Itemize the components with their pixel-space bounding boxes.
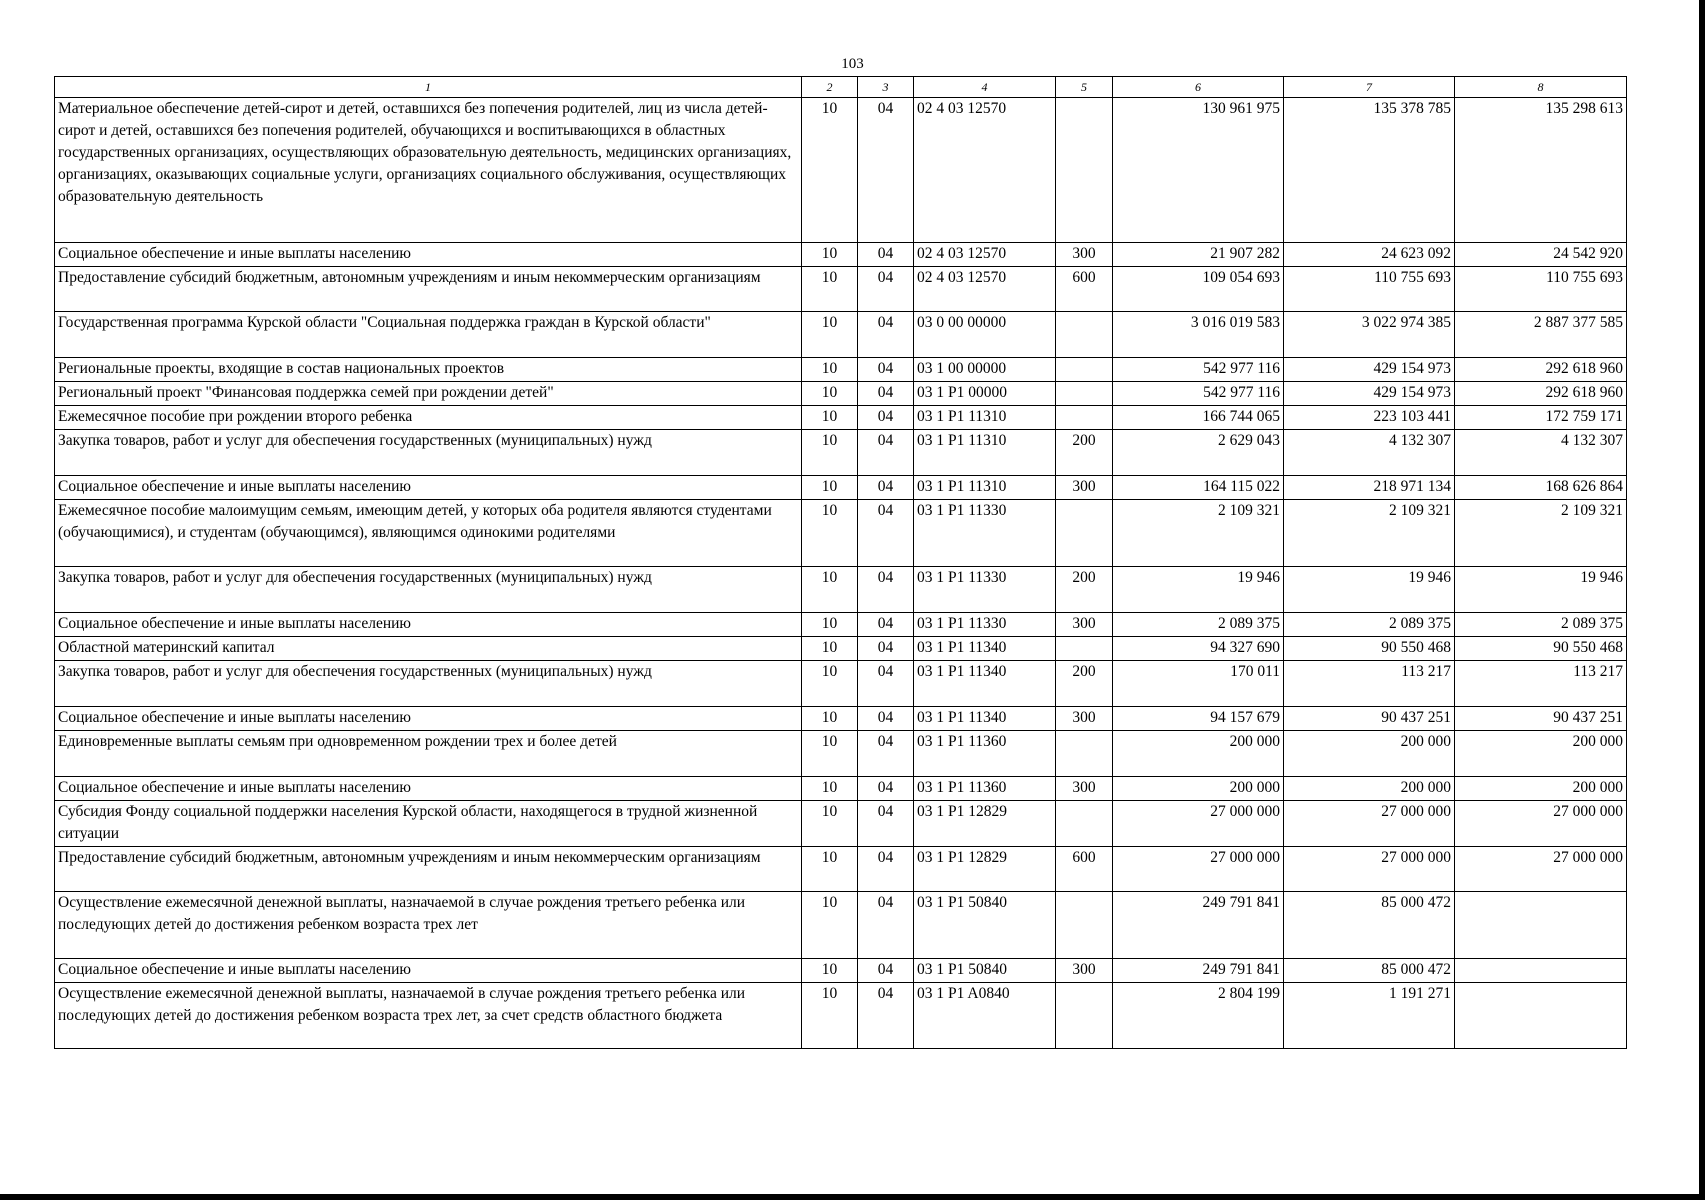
- row-section: 10: [802, 731, 858, 777]
- row-section: 10: [802, 847, 858, 892]
- row-subsection: 04: [858, 382, 914, 406]
- row-expense-type: 300: [1056, 959, 1113, 983]
- row-amount-col8: 2 089 375: [1455, 613, 1627, 637]
- row-subsection: 04: [858, 847, 914, 892]
- table-row: [55, 801, 1627, 847]
- table-row: [55, 661, 1627, 707]
- row-expense-type: 300: [1056, 476, 1113, 500]
- row-expense-type: [1056, 98, 1113, 243]
- row-target-code: 03 1 P1 11340: [914, 637, 1056, 661]
- row-amount-col7: 85 000 472: [1284, 959, 1455, 983]
- row-expense-type: [1056, 358, 1113, 382]
- row-expense-type: [1056, 382, 1113, 406]
- row-target-code: 03 1 P1 11360: [914, 777, 1056, 801]
- row-amount-col7: 2 089 375: [1284, 613, 1455, 637]
- row-name: Ежемесячное пособие при рождении второго ребенка: [55, 406, 802, 430]
- header-row: [55, 77, 1627, 98]
- row-section: 10: [802, 267, 858, 312]
- table-row: [55, 500, 1627, 567]
- row-amount-col6: 249 791 841: [1113, 959, 1284, 983]
- row-amount-col6: 2 629 043: [1113, 430, 1284, 476]
- row-section: 10: [802, 661, 858, 707]
- row-subsection: 04: [858, 500, 914, 567]
- row-target-code: 03 1 P1 11330: [914, 613, 1056, 637]
- row-target-code: 03 1 P1 11360: [914, 731, 1056, 777]
- row-name: Региональный проект "Финансовая поддержка семей при рождении детей": [55, 382, 802, 406]
- row-amount-col8: 90 550 468: [1455, 637, 1627, 661]
- row-amount-col8: 110 755 693: [1455, 267, 1627, 312]
- row-subsection: 04: [858, 892, 914, 959]
- column-header: 4: [914, 77, 1056, 98]
- table-row: [55, 567, 1627, 613]
- row-amount-col7: 19 946: [1284, 567, 1455, 613]
- row-amount-col7: 24 623 092: [1284, 243, 1455, 267]
- column-header: 6: [1113, 77, 1284, 98]
- row-amount-col8: 19 946: [1455, 567, 1627, 613]
- row-section: 10: [802, 358, 858, 382]
- row-subsection: 04: [858, 959, 914, 983]
- row-subsection: 04: [858, 243, 914, 267]
- row-name: Социальное обеспечение и иные выплаты населению: [55, 243, 802, 267]
- row-section: 10: [802, 382, 858, 406]
- row-amount-col6: 94 327 690: [1113, 637, 1284, 661]
- row-amount-col6: 164 115 022: [1113, 476, 1284, 500]
- row-subsection: 04: [858, 406, 914, 430]
- row-amount-col7: 90 550 468: [1284, 637, 1455, 661]
- row-name: Предоставление субсидий бюджетным, автономным учреждениям и иным некоммерческим организациям: [55, 267, 802, 312]
- row-amount-col7: 113 217: [1284, 661, 1455, 707]
- row-section: 10: [802, 892, 858, 959]
- row-amount-col8: 27 000 000: [1455, 847, 1627, 892]
- row-amount-col8: 168 626 864: [1455, 476, 1627, 500]
- row-amount-col7: 429 154 973: [1284, 382, 1455, 406]
- row-name: Единовременные выплаты семьям при одновременном рождении трех и более детей: [55, 731, 802, 777]
- row-amount-col7: 3 022 974 385: [1284, 312, 1455, 358]
- row-amount-col7: 4 132 307: [1284, 430, 1455, 476]
- row-amount-col6: 21 907 282: [1113, 243, 1284, 267]
- row-name: Субсидия Фонду социальной поддержки населения Курской области, находящегося в трудной жизненной ситуации: [55, 801, 802, 847]
- row-subsection: 04: [858, 801, 914, 847]
- row-section: 10: [802, 801, 858, 847]
- row-subsection: 04: [858, 637, 914, 661]
- row-amount-col8: 135 298 613: [1455, 98, 1627, 243]
- row-expense-type: 200: [1056, 661, 1113, 707]
- row-expense-type: [1056, 983, 1113, 1049]
- table-row: [55, 430, 1627, 476]
- row-name: Социальное обеспечение и иные выплаты населению: [55, 613, 802, 637]
- table-body: [55, 98, 1627, 1049]
- row-expense-type: 600: [1056, 267, 1113, 312]
- row-expense-type: 200: [1056, 430, 1113, 476]
- row-name: Областной материнский капитал: [55, 637, 802, 661]
- row-amount-col6: 249 791 841: [1113, 892, 1284, 959]
- row-expense-type: 300: [1056, 707, 1113, 731]
- row-amount-col7: 90 437 251: [1284, 707, 1455, 731]
- row-section: 10: [802, 312, 858, 358]
- row-expense-type: 300: [1056, 243, 1113, 267]
- row-amount-col8: 2 887 377 585: [1455, 312, 1627, 358]
- table-row: [55, 312, 1627, 358]
- row-subsection: 04: [858, 358, 914, 382]
- row-name: Социальное обеспечение и иные выплаты населению: [55, 959, 802, 983]
- row-target-code: 03 1 00 00000: [914, 358, 1056, 382]
- row-amount-col6: 170 011: [1113, 661, 1284, 707]
- row-section: 10: [802, 959, 858, 983]
- row-expense-type: 200: [1056, 567, 1113, 613]
- table-row: [55, 267, 1627, 312]
- row-target-code: 03 0 00 00000: [914, 312, 1056, 358]
- row-subsection: 04: [858, 98, 914, 243]
- row-target-code: 03 1 P1 11330: [914, 500, 1056, 567]
- row-section: 10: [802, 613, 858, 637]
- column-header: 2: [802, 77, 858, 98]
- row-target-code: 03 1 P1 11330: [914, 567, 1056, 613]
- row-section: 10: [802, 637, 858, 661]
- row-expense-type: [1056, 406, 1113, 430]
- row-amount-col8: 172 759 171: [1455, 406, 1627, 430]
- row-amount-col6: 2 089 375: [1113, 613, 1284, 637]
- row-name: Предоставление субсидий бюджетным, автономным учреждениям и иным некоммерческим организациям: [55, 847, 802, 892]
- table-row: [55, 358, 1627, 382]
- row-section: 10: [802, 406, 858, 430]
- row-amount-col7: 110 755 693: [1284, 267, 1455, 312]
- row-target-code: 02 4 03 12570: [914, 243, 1056, 267]
- row-expense-type: [1056, 801, 1113, 847]
- row-amount-col8: 200 000: [1455, 731, 1627, 777]
- row-expense-type: [1056, 500, 1113, 567]
- table-row: [55, 959, 1627, 983]
- row-subsection: 04: [858, 613, 914, 637]
- row-amount-col8: 200 000: [1455, 777, 1627, 801]
- row-name: Закупка товаров, работ и услуг для обеспечения государственных (муниципальных) нужд: [55, 430, 802, 476]
- row-amount-col6: 200 000: [1113, 777, 1284, 801]
- row-target-code: 03 1 P1 11310: [914, 430, 1056, 476]
- table-row: [55, 382, 1627, 406]
- row-subsection: 04: [858, 267, 914, 312]
- row-section: 10: [802, 707, 858, 731]
- row-target-code: 03 1 P1 11340: [914, 707, 1056, 731]
- row-amount-col6: 542 977 116: [1113, 358, 1284, 382]
- row-name: Закупка товаров, работ и услуг для обеспечения государственных (муниципальных) нужд: [55, 567, 802, 613]
- row-target-code: 03 1 P1 50840: [914, 892, 1056, 959]
- row-amount-col6: 2 109 321: [1113, 500, 1284, 567]
- row-section: 10: [802, 777, 858, 801]
- row-amount-col8: [1455, 959, 1627, 983]
- row-amount-col8: 4 132 307: [1455, 430, 1627, 476]
- row-section: 10: [802, 983, 858, 1049]
- table-row: [55, 98, 1627, 243]
- row-target-code: 03 1 P1 12829: [914, 801, 1056, 847]
- row-subsection: 04: [858, 312, 914, 358]
- row-amount-col8: 292 618 960: [1455, 358, 1627, 382]
- row-amount-col8: 90 437 251: [1455, 707, 1627, 731]
- row-target-code: 02 4 03 12570: [914, 267, 1056, 312]
- row-amount-col7: 1 191 271: [1284, 983, 1455, 1049]
- row-target-code: 03 1 P1 00000: [914, 382, 1056, 406]
- table-row: [55, 637, 1627, 661]
- row-amount-col7: 135 378 785: [1284, 98, 1455, 243]
- table-row: [55, 777, 1627, 801]
- row-amount-col7: 2 109 321: [1284, 500, 1455, 567]
- row-expense-type: 300: [1056, 613, 1113, 637]
- row-section: 10: [802, 243, 858, 267]
- row-expense-type: [1056, 731, 1113, 777]
- row-name: Региональные проекты, входящие в состав национальных проектов: [55, 358, 802, 382]
- row-section: 10: [802, 500, 858, 567]
- row-amount-col6: 27 000 000: [1113, 801, 1284, 847]
- row-amount-col6: 166 744 065: [1113, 406, 1284, 430]
- table-row: [55, 243, 1627, 267]
- row-name: Социальное обеспечение и иные выплаты населению: [55, 476, 802, 500]
- table-row: [55, 892, 1627, 959]
- row-amount-col6: 94 157 679: [1113, 707, 1284, 731]
- row-amount-col8: 113 217: [1455, 661, 1627, 707]
- row-target-code: 03 1 P1 A0840: [914, 983, 1056, 1049]
- row-name: Осуществление ежемесячной денежной выплаты, назначаемой в случае рождения третьего ребенка или последующих детей до достижения ребенком возраста трех лет: [55, 892, 802, 959]
- row-amount-col6: 27 000 000: [1113, 847, 1284, 892]
- row-subsection: 04: [858, 707, 914, 731]
- page-frame-right: [1699, 0, 1705, 1200]
- row-expense-type: [1056, 637, 1113, 661]
- row-amount-col8: 2 109 321: [1455, 500, 1627, 567]
- row-expense-type: 600: [1056, 847, 1113, 892]
- row-name: Ежемесячное пособие малоимущим семьям, имеющим детей, у которых оба родителя являются студентами (обучающимися), и студентам (обучающимся), являющимся одинокими родителями: [55, 500, 802, 567]
- row-section: 10: [802, 567, 858, 613]
- row-amount-col6: 200 000: [1113, 731, 1284, 777]
- row-amount-col7: 223 103 441: [1284, 406, 1455, 430]
- row-name: Государственная программа Курской области "Социальная поддержка граждан в Курской области": [55, 312, 802, 358]
- table-row: [55, 406, 1627, 430]
- row-name: Осуществление ежемесячной денежной выплаты, назначаемой в случае рождения третьего ребенка или последующих детей до достижения ребенком возраста трех лет, за счет средств областного бюджета: [55, 983, 802, 1049]
- row-section: 10: [802, 98, 858, 243]
- table-row: [55, 476, 1627, 500]
- page-number: 103: [841, 56, 864, 72]
- row-subsection: 04: [858, 661, 914, 707]
- row-amount-col7: 218 971 134: [1284, 476, 1455, 500]
- row-target-code: 03 1 P1 50840: [914, 959, 1056, 983]
- row-amount-col7: 429 154 973: [1284, 358, 1455, 382]
- row-subsection: 04: [858, 476, 914, 500]
- row-amount-col7: 27 000 000: [1284, 801, 1455, 847]
- column-header: 1: [55, 77, 802, 98]
- row-amount-col6: 19 946: [1113, 567, 1284, 613]
- table-row: [55, 731, 1627, 777]
- table-row: [55, 847, 1627, 892]
- row-target-code: 03 1 P1 11340: [914, 661, 1056, 707]
- row-amount-col7: 200 000: [1284, 777, 1455, 801]
- row-name: Социальное обеспечение и иные выплаты населению: [55, 707, 802, 731]
- row-amount-col8: [1455, 983, 1627, 1049]
- row-section: 10: [802, 476, 858, 500]
- row-subsection: 04: [858, 567, 914, 613]
- column-header: 8: [1455, 77, 1627, 98]
- row-target-code: 03 1 P1 11310: [914, 476, 1056, 500]
- table-header: [55, 77, 1627, 98]
- row-name: Закупка товаров, работ и услуг для обеспечения государственных (муниципальных) нужд: [55, 661, 802, 707]
- row-subsection: 04: [858, 983, 914, 1049]
- row-amount-col7: 200 000: [1284, 731, 1455, 777]
- row-name: Социальное обеспечение и иные выплаты населению: [55, 777, 802, 801]
- row-amount-col8: 24 542 920: [1455, 243, 1627, 267]
- column-header: 7: [1284, 77, 1455, 98]
- table-row: [55, 983, 1627, 1049]
- row-amount-col6: 2 804 199: [1113, 983, 1284, 1049]
- row-expense-type: 300: [1056, 777, 1113, 801]
- table-row: [55, 613, 1627, 637]
- row-name: Материальное обеспечение детей-сирот и детей, оставшихся без попечения родителей, лиц из числа детей-сирот и детей, оставшихся без попечения родителей, обучающихся и воспитывающихся в областных государственных организациях, осуществляющих образовательную деятельность, медицинских организациях, организациях, оказывающих социальные услуги, организациях социального обслуживания, осуществляющих образовательную деятельность: [55, 98, 802, 243]
- row-amount-col6: 542 977 116: [1113, 382, 1284, 406]
- table-row: [55, 707, 1627, 731]
- column-header: 3: [858, 77, 914, 98]
- row-subsection: 04: [858, 777, 914, 801]
- page-frame-bottom: [0, 1194, 1705, 1200]
- row-amount-col8: [1455, 892, 1627, 959]
- row-amount-col7: 85 000 472: [1284, 892, 1455, 959]
- row-amount-col8: 292 618 960: [1455, 382, 1627, 406]
- row-target-code: 02 4 03 12570: [914, 98, 1056, 243]
- row-target-code: 03 1 P1 11310: [914, 406, 1056, 430]
- row-subsection: 04: [858, 430, 914, 476]
- row-expense-type: [1056, 892, 1113, 959]
- row-section: 10: [802, 430, 858, 476]
- row-amount-col6: 130 961 975: [1113, 98, 1284, 243]
- row-expense-type: [1056, 312, 1113, 358]
- row-amount-col8: 27 000 000: [1455, 801, 1627, 847]
- row-subsection: 04: [858, 731, 914, 777]
- column-header: 5: [1056, 77, 1113, 98]
- row-amount-col7: 27 000 000: [1284, 847, 1455, 892]
- row-amount-col6: 3 016 019 583: [1113, 312, 1284, 358]
- row-target-code: 03 1 P1 12829: [914, 847, 1056, 892]
- row-amount-col6: 109 054 693: [1113, 267, 1284, 312]
- budget-table: [54, 76, 1627, 1049]
